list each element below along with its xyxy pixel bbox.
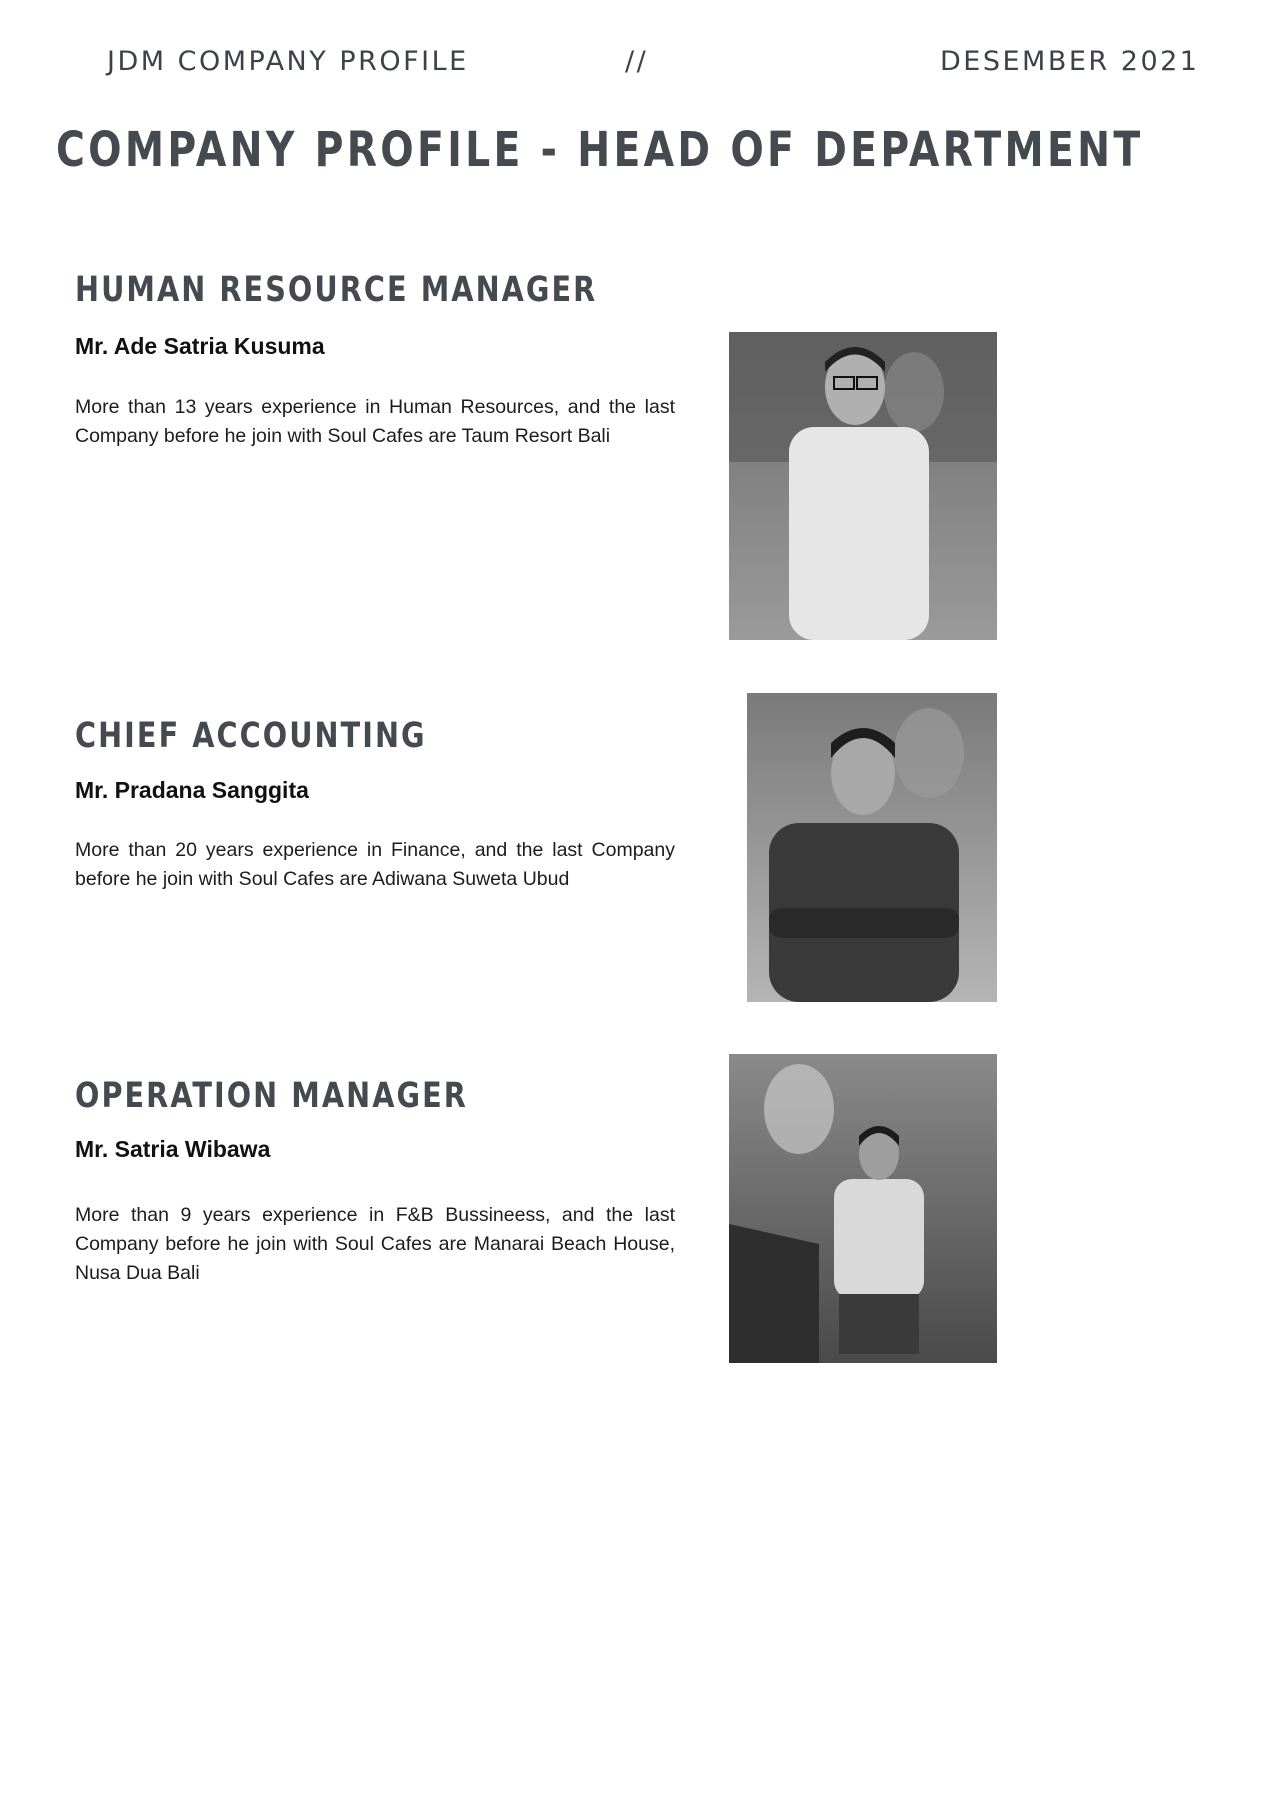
portrait-photo-operation bbox=[729, 1054, 997, 1363]
person-name: Mr. Pradana Sanggita bbox=[75, 777, 309, 803]
profile-section-hr bbox=[75, 270, 675, 447]
person-name: Mr. Ade Satria Kusuma bbox=[75, 333, 325, 359]
header-title: JDM COMPANY PROFILE bbox=[107, 46, 469, 77]
role-title: CHIEF ACCOUNTING bbox=[75, 716, 427, 756]
person-description: More than 20 years experience in Finance, and the last Company before he join with Soul Cafes are Adiwana Suweta Ubud bbox=[75, 839, 675, 890]
person-name: Mr. Satria Wibawa bbox=[75, 1136, 271, 1162]
person-description: More than 13 years experience in Human Resources, and the last Company before he join with Soul Cafes are Taum Resort Bali bbox=[75, 396, 675, 447]
header-separator: // bbox=[625, 46, 649, 77]
role-title: OPERATION MANAGER bbox=[75, 1076, 468, 1116]
profile-section-accounting bbox=[75, 716, 675, 890]
role-title: HUMAN RESOURCE MANAGER bbox=[75, 270, 598, 310]
page-title: COMPANY PROFILE - HEAD OF DEPARTMENT bbox=[56, 122, 1144, 178]
person-description: More than 9 years experience in F&B Bussineess, and the last Company before he join with Soul Cafes are Manarai Beach House, Nusa Dua Bali bbox=[75, 1204, 675, 1284]
portrait-photo-accounting bbox=[729, 693, 997, 1002]
profile-section-operation bbox=[75, 1076, 675, 1284]
header-date: DESEMBER 2021 bbox=[940, 46, 1200, 77]
portrait-photo-hr bbox=[729, 332, 997, 640]
